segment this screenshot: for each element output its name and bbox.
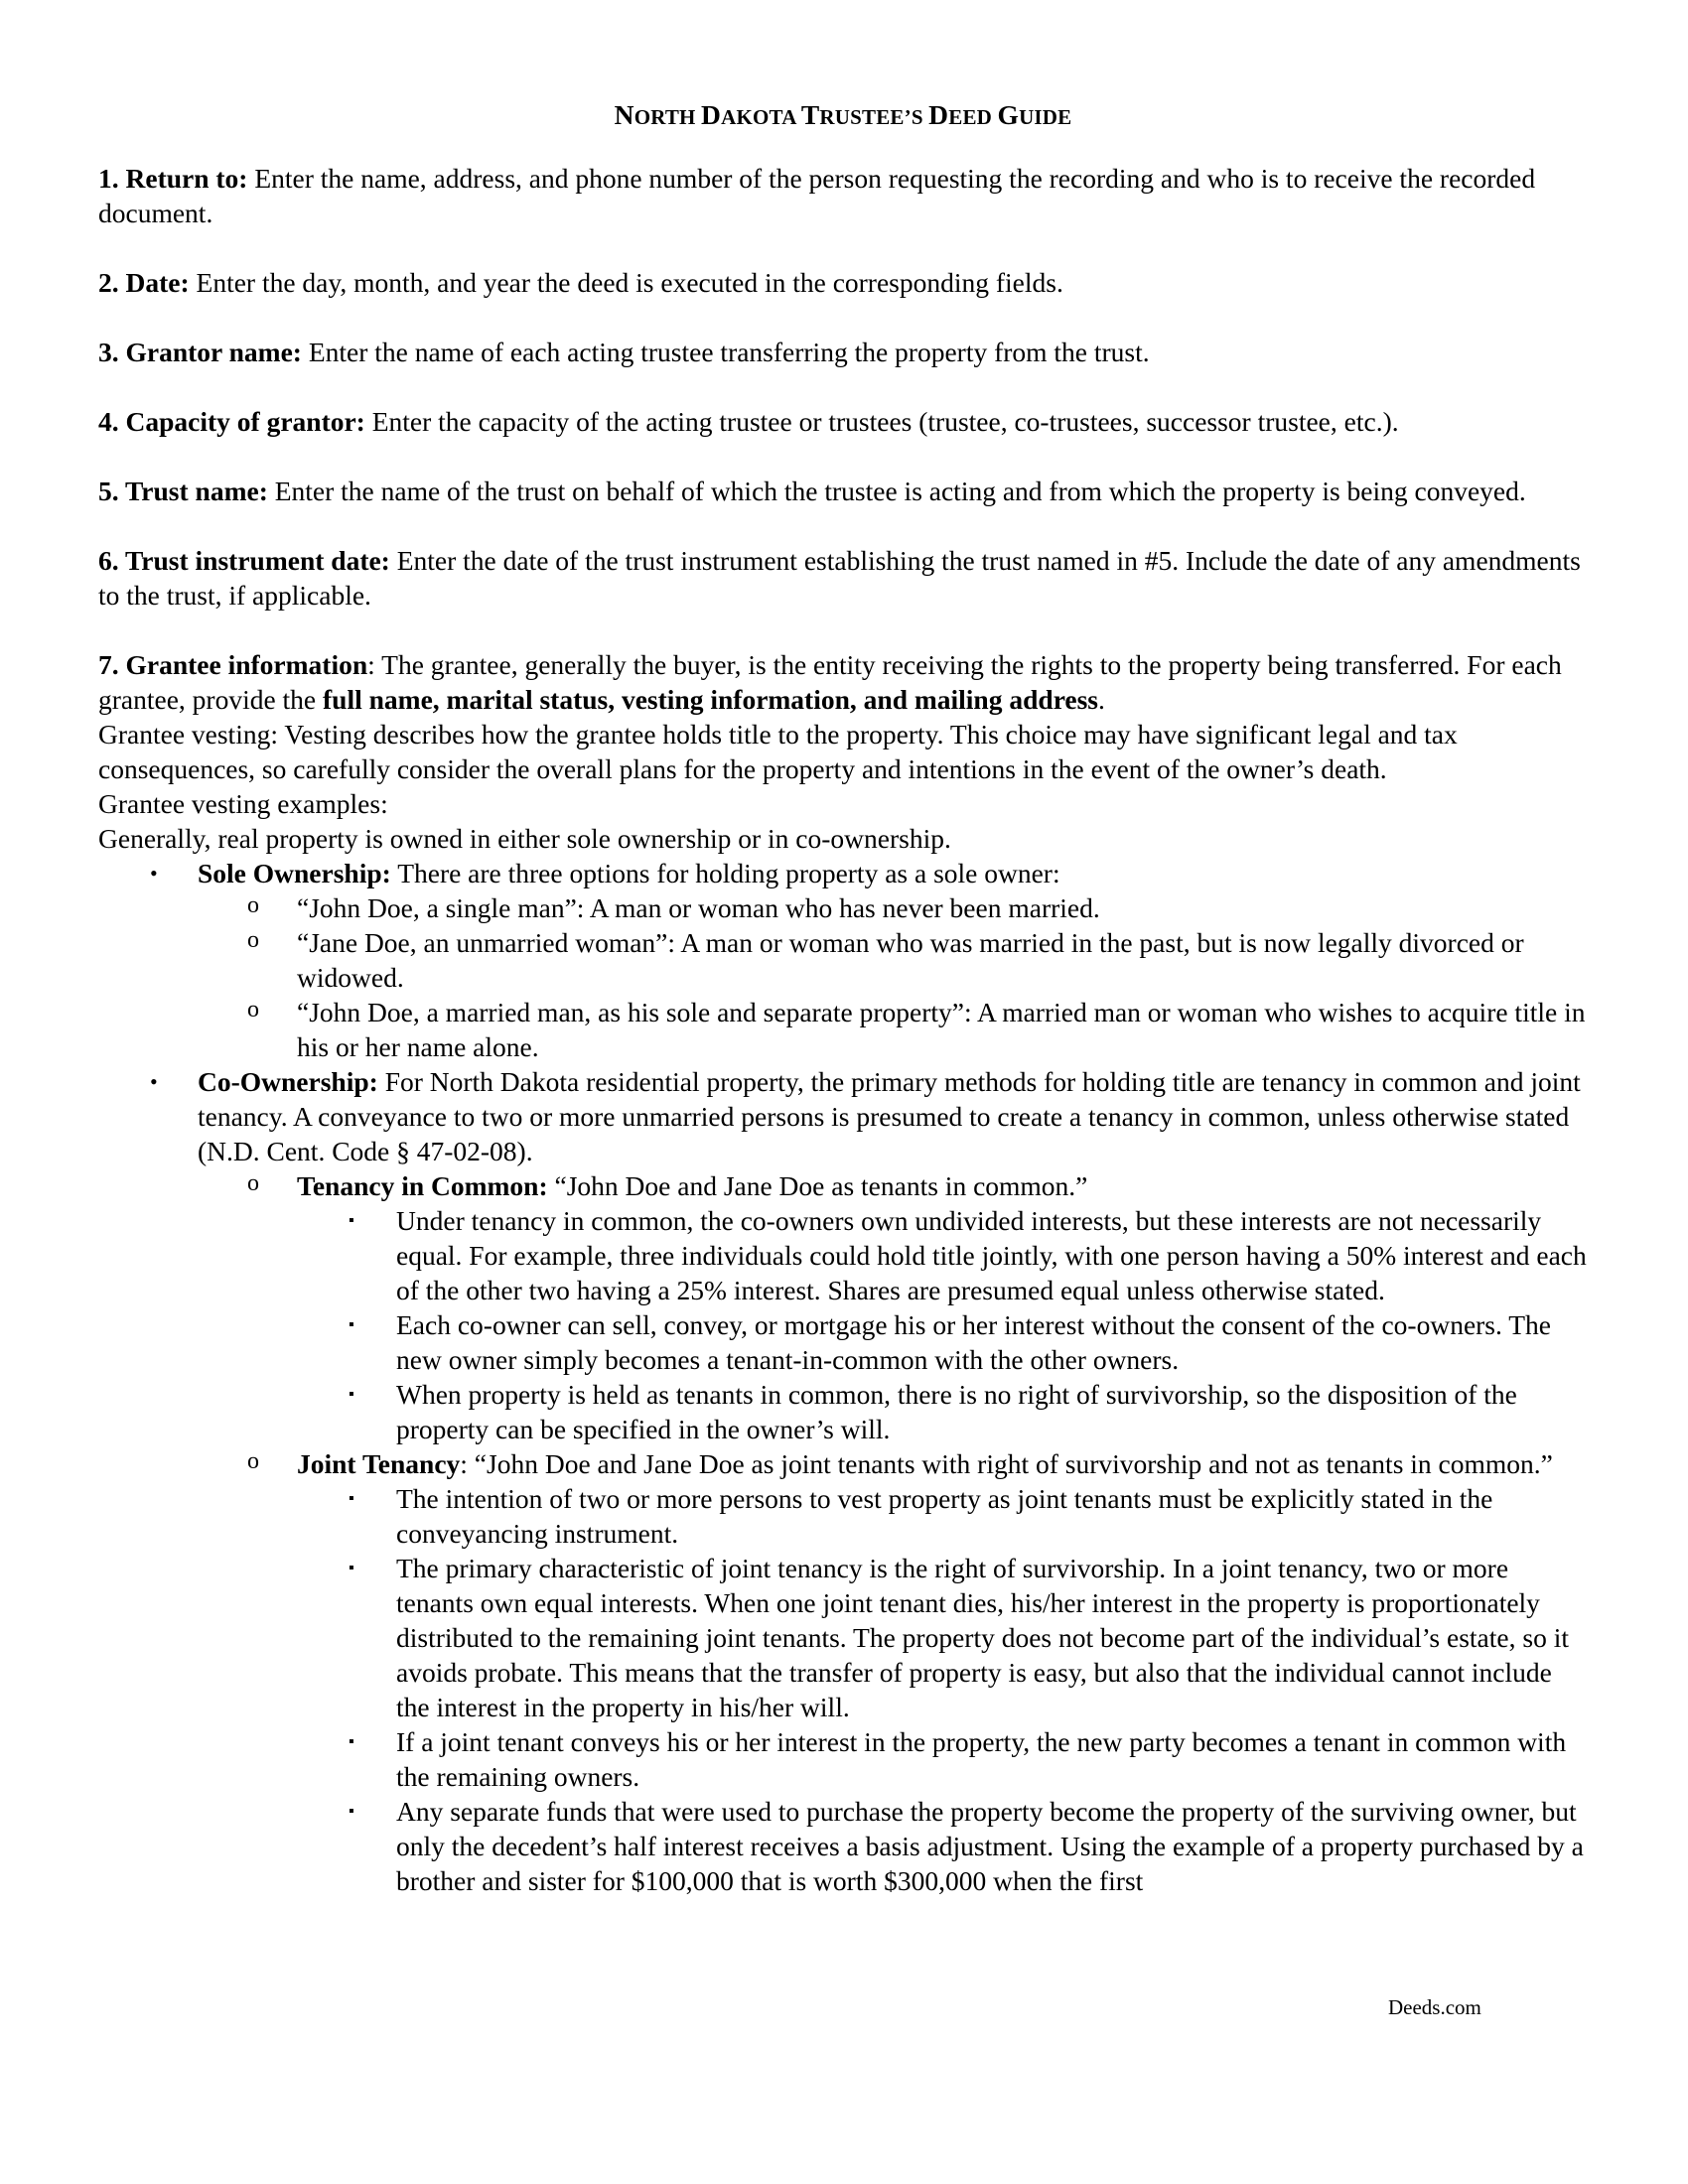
list-item: o “John Doe, a single man”: A man or woman who has never been married.: [98, 890, 1588, 925]
list-item-sole-ownership: • Sole Ownership: There are three options for holding property as a sole owner:: [150, 858, 1060, 888]
circle-bullet-icon: o: [247, 1448, 259, 1474]
bullet-icon: •: [150, 1069, 158, 1094]
list-item-tenancy-in-common: o Tenancy in Common: “John Doe and Jane Doe as tenants in common.”: [98, 1168, 1588, 1203]
circle-bullet-icon: o: [247, 1170, 259, 1196]
page-title: NORTH DAKOTA TRUSTEE’S DEED GUIDE: [614, 99, 1072, 130]
section-return-to: 1. Return to: Enter the name, address, and phone number of the person requesting the recording and who is to receive the recorded document.: [98, 163, 1536, 228]
grantee-vesting-examples: Grantee vesting examples:: [98, 788, 388, 819]
list-item: ▪ If a joint tenant conveys his or her interest in the property, the new party becomes a tenant in common with the remaining owners.: [349, 1726, 1567, 1792]
list-item: ▪ Each co-owner can sell, convey, or mortgage his or her interest without the consent of the co-owners. The new owner simply becomes a tenant-in-common with the other owners.: [349, 1309, 1552, 1375]
list-item: ▪ The intention of two or more persons to vest property as joint tenants must be explicitly stated in the conveyancing instrument.: [349, 1483, 1493, 1549]
square-bullet-icon: ▪: [349, 1803, 354, 1820]
square-bullet-icon: ▪: [349, 1386, 354, 1403]
square-bullet-icon: ▪: [349, 1316, 354, 1333]
square-bullet-icon: ▪: [349, 1212, 354, 1229]
list-item: ▪ When property is held as tenants in common, there is no right of survivorship, so the disposition of the property can be specified in the owner’s will.: [349, 1379, 1517, 1444]
list-item-co-ownership: • Co-Ownership: For North Dakota residential property, the primary methods for holding title are tenancy in common and joint tenancy. A conveyance to two or more unmarried persons is presumed to create a tenancy in common, unless otherwise stated (N.D. Cent. Code § 47-02-08).: [150, 1066, 1581, 1166]
section-grantor-name: 3. Grantor name: Enter the name of each acting trustee transferring the property from the trust.: [98, 337, 1150, 367]
circle-bullet-icon: o: [247, 997, 259, 1023]
ownership-list: [98, 856, 1588, 1898]
list-item-joint-tenancy: o Joint Tenancy: “John Doe and Jane Doe as joint tenants with right of survivorship and not as tenants in common.”: [98, 1446, 1588, 1481]
list-item: ▪ Under tenancy in common, the co-owners own undivided interests, but these interests are not necessarily equal. For example, three individuals could hold title jointly, with one person having a 50% interest and each of the other two having a 25% interest. Shares are presumed equal unless otherwise stated.: [349, 1205, 1587, 1305]
section-date: 2. Date: Enter the day, month, and year the deed is executed in the corresponding fields.: [98, 267, 1063, 298]
list-item: ▪ Any separate funds that were used to purchase the property become the property of the surviving owner, but only the decedent’s half interest receives a basis adjustment. Using the example of a property purchased by a brother and sister for $100,000 that is worth $300,000 when the first: [349, 1796, 1584, 1896]
grantee-intro: 7. Grantee information: The grantee, generally the buyer, is the entity receiving the rights to the property being transferred. For each grantee, provide the full name, marital status, vesting information, and mailing address.: [98, 649, 1562, 715]
section-grantee-information: [98, 647, 1588, 1898]
list-item: o “John Doe, a married man, as his sole and separate property”: A married man or woman who wishes to acquire title in his or her name alone.: [98, 995, 1588, 1064]
section-trust-instrument-date: 6. Trust instrument date: Enter the date of the trust instrument establishing the trust named in #5. Include the date of any amendments to the trust, if applicable.: [98, 545, 1581, 611]
square-bullet-icon: ▪: [349, 1733, 354, 1750]
square-bullet-icon: ▪: [349, 1490, 354, 1507]
footer-brand: Deeds.com: [1388, 1995, 1481, 2019]
circle-bullet-icon: o: [247, 892, 259, 918]
list-item: ▪ The primary characteristic of joint tenancy is the right of survivorship. In a joint tenancy, two or more tenants own equal interests. When one joint tenant dies, his/her interest in the property is proportionately distributed to the remaining joint tenants. The property does not become part of the individual’s estate, so it avoids probate. This means that the transfer of property is easy, but also that the individual cannot include the interest in the property in his/her will.: [349, 1553, 1569, 1722]
square-bullet-icon: ▪: [349, 1560, 354, 1576]
list-item: o “Jane Doe, an unmarried woman”: A man or woman who was married in the past, but is now legally divorced or widowed.: [98, 925, 1588, 995]
bullet-icon: •: [150, 861, 158, 886]
grantee-vesting: Grantee vesting: Vesting describes how the grantee holds title to the property. This choice may have significant legal and tax consequences, so carefully consider the overall plans for the property and intentions in the event of the owner’s death.: [98, 719, 1458, 784]
section-trust-name: 5. Trust name: Enter the name of the trust on behalf of which the trustee is acting and from which the property is being conveyed.: [98, 476, 1526, 506]
document-page: [98, 97, 1588, 1898]
ownership-overview: Generally, real property is owned in either sole ownership or in co-ownership.: [98, 823, 951, 854]
section-capacity-of-grantor: 4. Capacity of grantor: Enter the capacity of the acting trustee or trustees (trustee, co-trustees, successor trustee, etc.).: [98, 406, 1399, 437]
circle-bullet-icon: o: [247, 927, 259, 953]
